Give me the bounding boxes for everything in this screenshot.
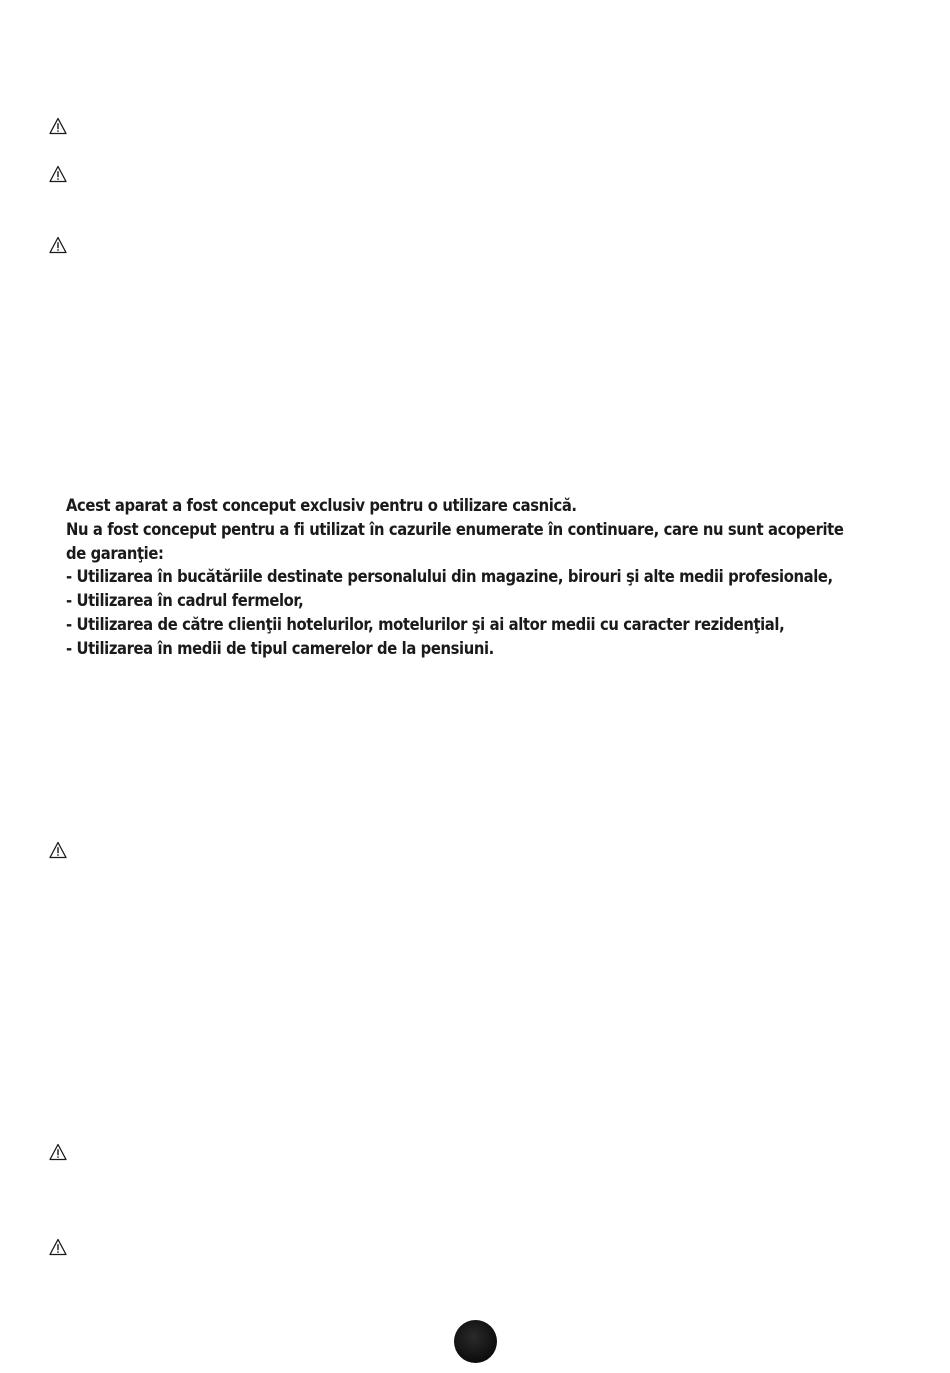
warning-triangle-icon — [49, 117, 67, 135]
usage-exclusion-line1: Nu a fost conceput pentru a fi utilizat în cazurile enumerate în continuare, care nu sunt acoperite — [66, 519, 844, 540]
excluded-case: - Utilizarea în cadrul fermelor, — [66, 591, 304, 612]
warning-triangle-icon — [49, 236, 67, 254]
usage-intro: Acest aparat a fost conceput exclusiv pentru o utilizare casnică. — [66, 496, 577, 516]
usage-exclusion-line2: de garanţie: — [66, 543, 164, 564]
excluded-case: - Utilizarea de către clienţii hotelurilor, motelurilor şi ai altor medii cu caracter rezidenţial, — [66, 614, 785, 635]
excluded-case: - Utilizarea în bucătăriile destinate personalului din magazine, birouri şi alte medii profesionale, — [66, 567, 833, 588]
warning-triangle-icon — [49, 1238, 67, 1256]
domestic-use-notice — [66, 495, 844, 662]
excluded-cases-list — [66, 566, 833, 661]
warning-triangle-icon — [49, 841, 67, 859]
warning-triangle-icon — [49, 1143, 67, 1161]
page-marker-dot — [454, 1320, 497, 1363]
excluded-case: - Utilizarea în medii de tipul camerelor de la pensiuni. — [66, 638, 494, 659]
warning-triangle-icon — [49, 165, 67, 183]
